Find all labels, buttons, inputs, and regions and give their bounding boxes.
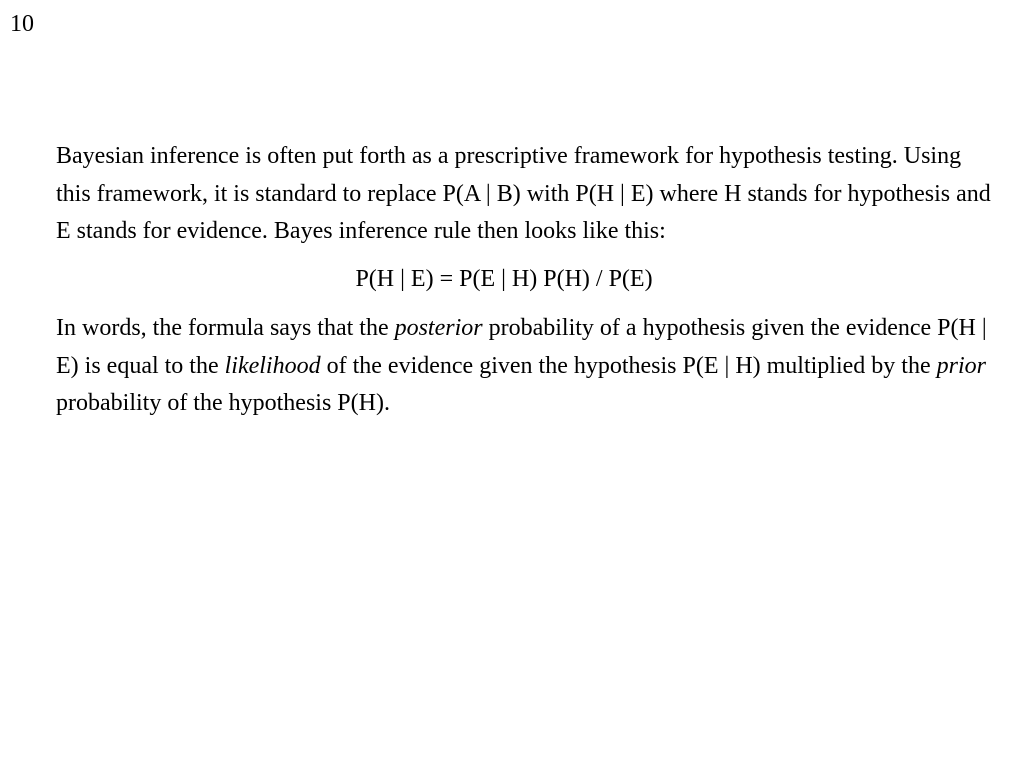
term-posterior: posterior <box>394 315 483 341</box>
slide-body <box>56 138 996 423</box>
explanation-text-2: probability of a hypothesis given the evidence P(H | E) is equal to the <box>56 315 987 379</box>
term-prior: prior <box>936 352 986 379</box>
page-number: 10 <box>10 11 34 37</box>
bayes-formula: P(H | E) = P(E | H) P(H) / P(E) <box>355 265 653 292</box>
intro-paragraph: Bayesian inference is often put forth as a prescriptive framework for hypothesis testing. Using this framework, it is standard to replace P(A | B) with P(H | E) where H stands for hypothesis and E stands for evidence. Bayes inference rule then looks like this: <box>56 143 991 244</box>
explanation-text-3: of the evidence given the hypothesis P(E | H) multiplied by the <box>320 352 937 379</box>
explanation-text-1: In words, the formula says that the <box>56 315 395 341</box>
explanation-paragraph <box>56 310 996 423</box>
explanation-text-4: probability of the hypothesis P(H). <box>56 390 390 416</box>
term-likelihood: likelihood <box>224 352 321 379</box>
